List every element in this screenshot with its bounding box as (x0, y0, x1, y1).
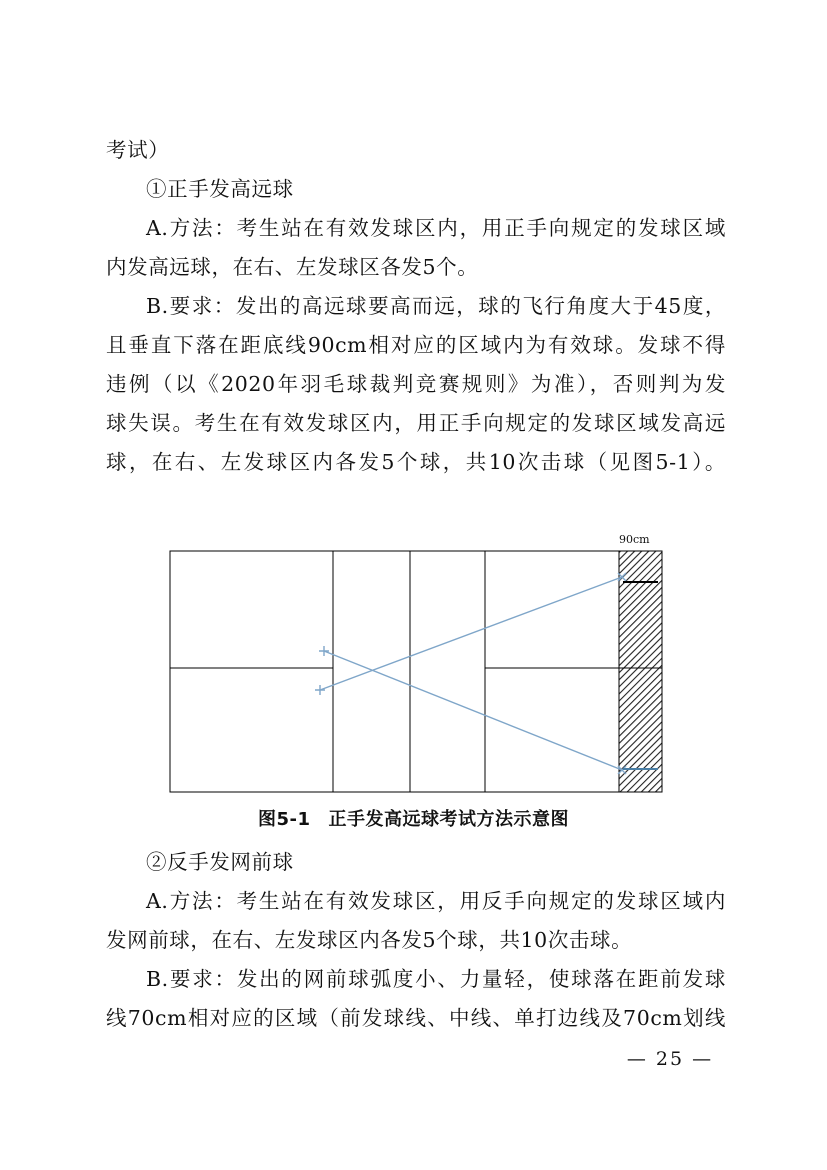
figure-title: 正手发高远球考试方法示意图 (328, 809, 570, 830)
serve-point-marker (315, 685, 325, 695)
trajectory-left-court (324, 651, 622, 770)
text-line-4: 内发高远球，在右、左发球区各发5个。 (106, 255, 479, 279)
figure-number: 图5-1 (257, 809, 311, 830)
text-line-8: 球失误。考生在有效发球区内，用正手向规定的发球区域发高远 (106, 411, 726, 435)
figure-caption (0, 805, 827, 831)
text-line-7: 违例（以《2020年羽毛球裁判竞赛规则》为准），否则判为发 (106, 372, 726, 396)
text-line-6: 且垂直下落在距底线90cm相对应的区域内为有效球。发球不得 (106, 333, 726, 357)
hatched-90cm-zone (619, 551, 662, 792)
section-heading-forehand-high-serve: ①正手发高远球 (146, 177, 294, 201)
text-line-3: A.方法：考生站在有效发球区内，用正手向规定的发球区域 (146, 216, 726, 240)
serve-trajectories (315, 573, 626, 774)
page-number: — 25 — (626, 1048, 714, 1070)
label-90cm: 90cm (619, 533, 650, 546)
text-line-5: B.要求：发出的高远球要高而远，球的飞行角度大于45度， (146, 294, 726, 318)
text-line-11: A.方法：考生站在有效发球区，用反手向规定的发球区域内 (146, 889, 726, 913)
text-line-14: 线70cm相对应的区域（前发球线、中线、单打边线及70cm划线 (106, 1006, 726, 1030)
section-heading-backhand-net-serve: ②反手发网前球 (146, 850, 294, 874)
badminton-court-diagram (160, 530, 670, 795)
text-line-13: B.要求：发出的网前球弧度小、力量轻，使球落在距前发球 (146, 967, 726, 991)
text-line-12: 发网前球，在右、左发球区内各发5个球，共10次击球。 (106, 928, 633, 952)
trajectory-right-court (320, 577, 622, 690)
serve-point-marker (319, 646, 329, 656)
text-line-1: 考试） (106, 138, 170, 162)
text-line-9: 球，在右、左发球区内各发5个球，共10次击球（见图5-1）。 (106, 450, 726, 474)
